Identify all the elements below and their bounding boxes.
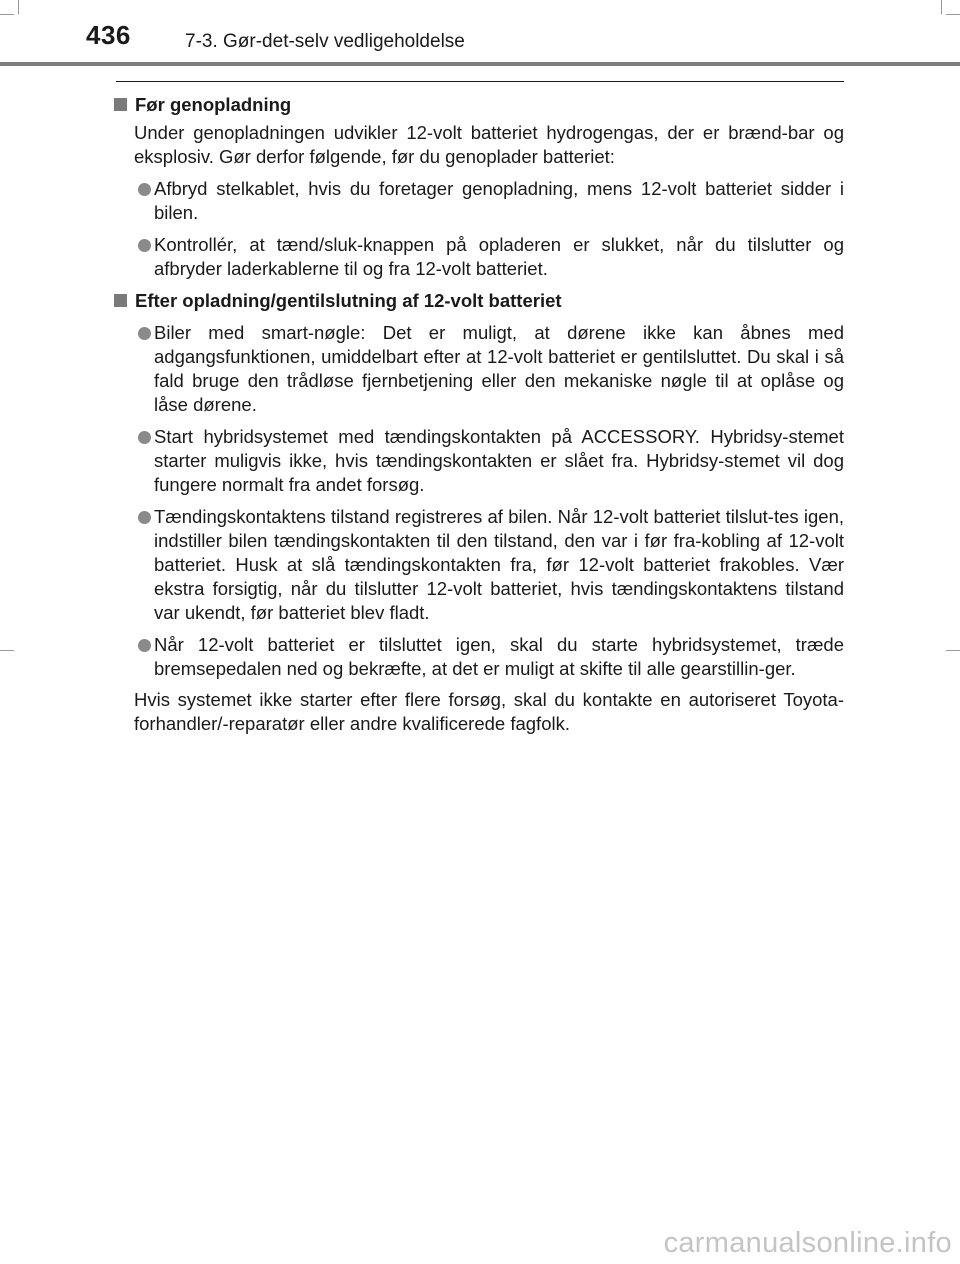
crop-mark bbox=[0, 650, 14, 651]
closing-paragraph: Hvis systemet ikke starter efter flere forsøg, skal du kontakte en autoriseret Toyota-forhandler/-reparatør eller andre kvalificerede fagfolk. bbox=[134, 689, 844, 734]
heading-text: Før genopladning bbox=[135, 94, 292, 115]
list-item bbox=[114, 321, 844, 417]
list-item bbox=[114, 633, 844, 681]
heading-text: Efter opladning/gentilslutning af 12-volt batteriet bbox=[135, 290, 562, 311]
content-body bbox=[114, 92, 844, 736]
list-item bbox=[114, 233, 844, 281]
section-title: 7-3. Gør-det-selv vedligeholdelse bbox=[185, 31, 465, 52]
list-item-text: Start hybridsystemet med tændingskontakten på ACCESSORY. Hybridsy-stemet starter muligvis ikke, hvis tændingskontakten er slået fra. Hybridsy-stemet vil dog fungere normalt fra andet forsøg. bbox=[154, 426, 844, 495]
content-top-rule bbox=[116, 81, 844, 82]
intro-paragraph: Under genopladningen udvikler 12-volt batteriet hydrogengas, der er brænd-bar og eksplosiv. Gør derfor følgende, før du genoplader batteriet: bbox=[134, 122, 844, 167]
round-bullet-icon bbox=[138, 183, 151, 196]
watermark: carmanualsonline.info bbox=[663, 1227, 952, 1259]
list-item-text: Kontrollér, at tænd/sluk-knappen på opladeren er slukket, når du tilslutter og afbryder laderkablerne til og fra 12-volt batteriet. bbox=[154, 234, 844, 279]
list-item bbox=[114, 425, 844, 497]
section-before-charging bbox=[114, 93, 844, 281]
round-bullet-icon bbox=[138, 639, 151, 652]
list-item-text: Tændingskontaktens tilstand registreres af bilen. Når 12-volt batteriet tilslut-tes igen, indstiller bilen tændingskontakten til den tilstand, den var i før fra-kobling af 12-volt batteriet. Husk at slå tændingskontakten fra, før 12-volt batteriet frakobles. Vær ekstra forsigtig, når du tilslutter 12-volt batteriet, hvis tændingskontaktens tilstand var ukendt, før batteriet blev fladt. bbox=[154, 506, 844, 623]
page-header bbox=[0, 0, 960, 68]
section-heading bbox=[114, 93, 844, 117]
square-bullet-icon bbox=[114, 294, 127, 307]
list-item-text: Afbryd stelkablet, hvis du foretager genopladning, mens 12-volt batteriet sidder i bilen. bbox=[154, 178, 844, 223]
round-bullet-icon bbox=[138, 239, 151, 252]
list-item-text: Når 12-volt batteriet er tilsluttet igen, skal du starte hybridsystemet, træde bremsepedalen ned og bekræfte, at det er muligt at skifte til alle gearstillin-ger. bbox=[154, 634, 844, 679]
crop-mark bbox=[946, 650, 960, 651]
round-bullet-icon bbox=[138, 327, 151, 340]
list-item bbox=[114, 177, 844, 225]
section-heading bbox=[114, 289, 844, 313]
bullet-list bbox=[114, 321, 844, 681]
round-bullet-icon bbox=[138, 511, 151, 524]
bullet-list bbox=[114, 177, 844, 281]
round-bullet-icon bbox=[138, 431, 151, 444]
page-number: 436 bbox=[86, 20, 131, 50]
header-rule bbox=[0, 62, 960, 66]
section-after-charging bbox=[114, 289, 844, 736]
list-item-text: Biler med smart-nøgle: Det er muligt, at dørene ikke kan åbnes med adgangsfunktionen, umiddelbart efter at 12-volt batteriet er gentilsluttet. Du skal i så fald bruge den trådløse fjernbetjening eller den mekaniske nøgle til at oplåse og låse dørene. bbox=[154, 322, 844, 415]
list-item bbox=[114, 505, 844, 625]
square-bullet-icon bbox=[114, 98, 127, 111]
